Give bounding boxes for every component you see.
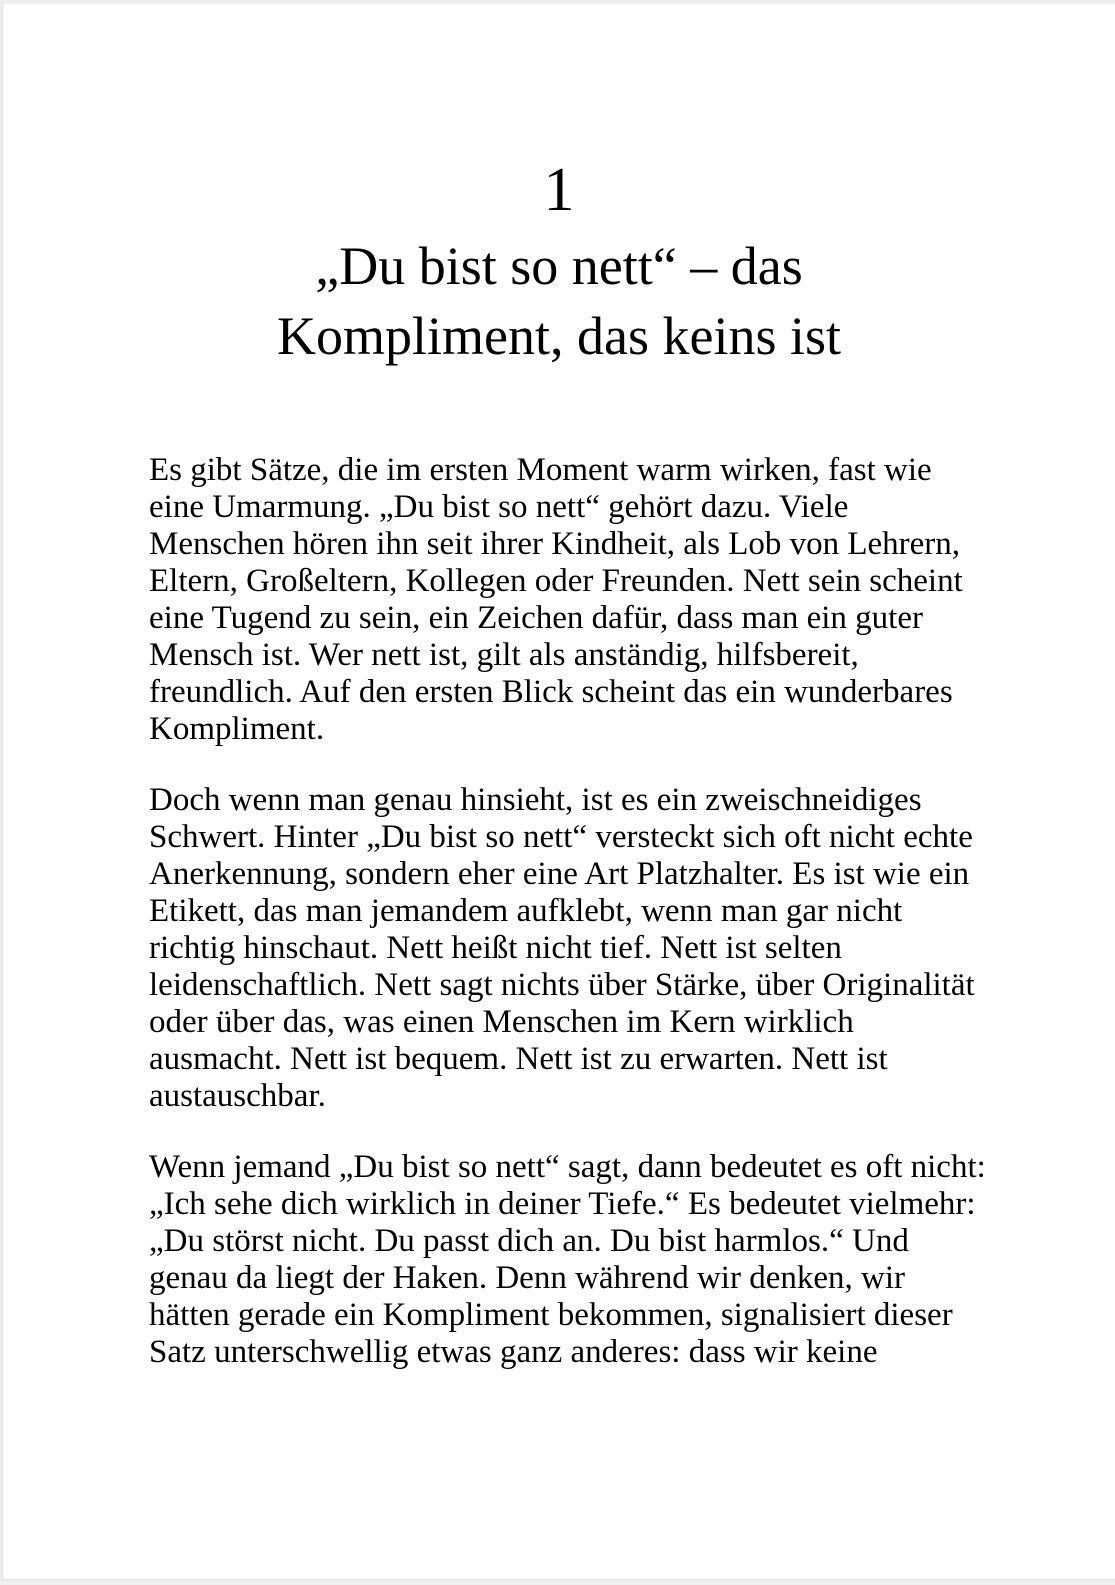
chapter-body bbox=[149, 452, 1029, 1371]
paragraph-3: Wenn jemand „Du bist so nett“ sagt, dann bedeutet es oft nicht: „Ich sehe dich wirklich in deiner Tiefe.“ Es bedeutet vielmehr: „Du störst nicht. Du passt dich an. Du bist harmlos.“ Und genau da liegt der Haken. Denn während wir denken, wir hätten gerade ein Kompliment bekommen, signalisiert dieser Satz unterschwellig etwas ganz anderes: dass wir keine bbox=[149, 1149, 986, 1370]
paragraph-1: Es gibt Sätze, die im ersten Moment warm wirken, fast wie eine Umarmung. „Du bist so nett“ gehört dazu. Viele Menschen hören ihn seit ihrer Kindheit, als Lob von Lehrern, Eltern, Großeltern, Kollegen oder Freunden. Nett sein scheint eine Tugend zu sein, ein Zeichen dafür, dass man ein guter Mensch ist. Wer nett ist, gilt als anständig, hilfsbereit, freundlich. Auf den ersten Blick scheint das ein wunderbares Kompliment. bbox=[149, 452, 963, 747]
paragraph-2: Doch wenn man genau hinsieht, ist es ein zweischneidiges Schwert. Hinter „Du bist so nett“ versteckt sich oft nicht echte Anerkennung, sondern eher eine Art Platzhalter. Es ist wie ein Etikett, das man jemandem aufklebt, wenn man gar nicht richtig hinschaut. Nett heißt nicht tief. Nett ist selten leidenschaftlich. Nett sagt nichts über Stärke, über Originalität oder über das, was einen Menschen im Kern wirklich ausmacht. Nett ist bequem. Nett ist zu erwarten. Nett ist austauschbar. bbox=[149, 782, 975, 1114]
chapter-title: „Du bist so nett“ – das Kompliment, das keins ist bbox=[277, 236, 841, 366]
book-page bbox=[2, 4, 1115, 1580]
chapter-number: 1 bbox=[543, 156, 575, 224]
